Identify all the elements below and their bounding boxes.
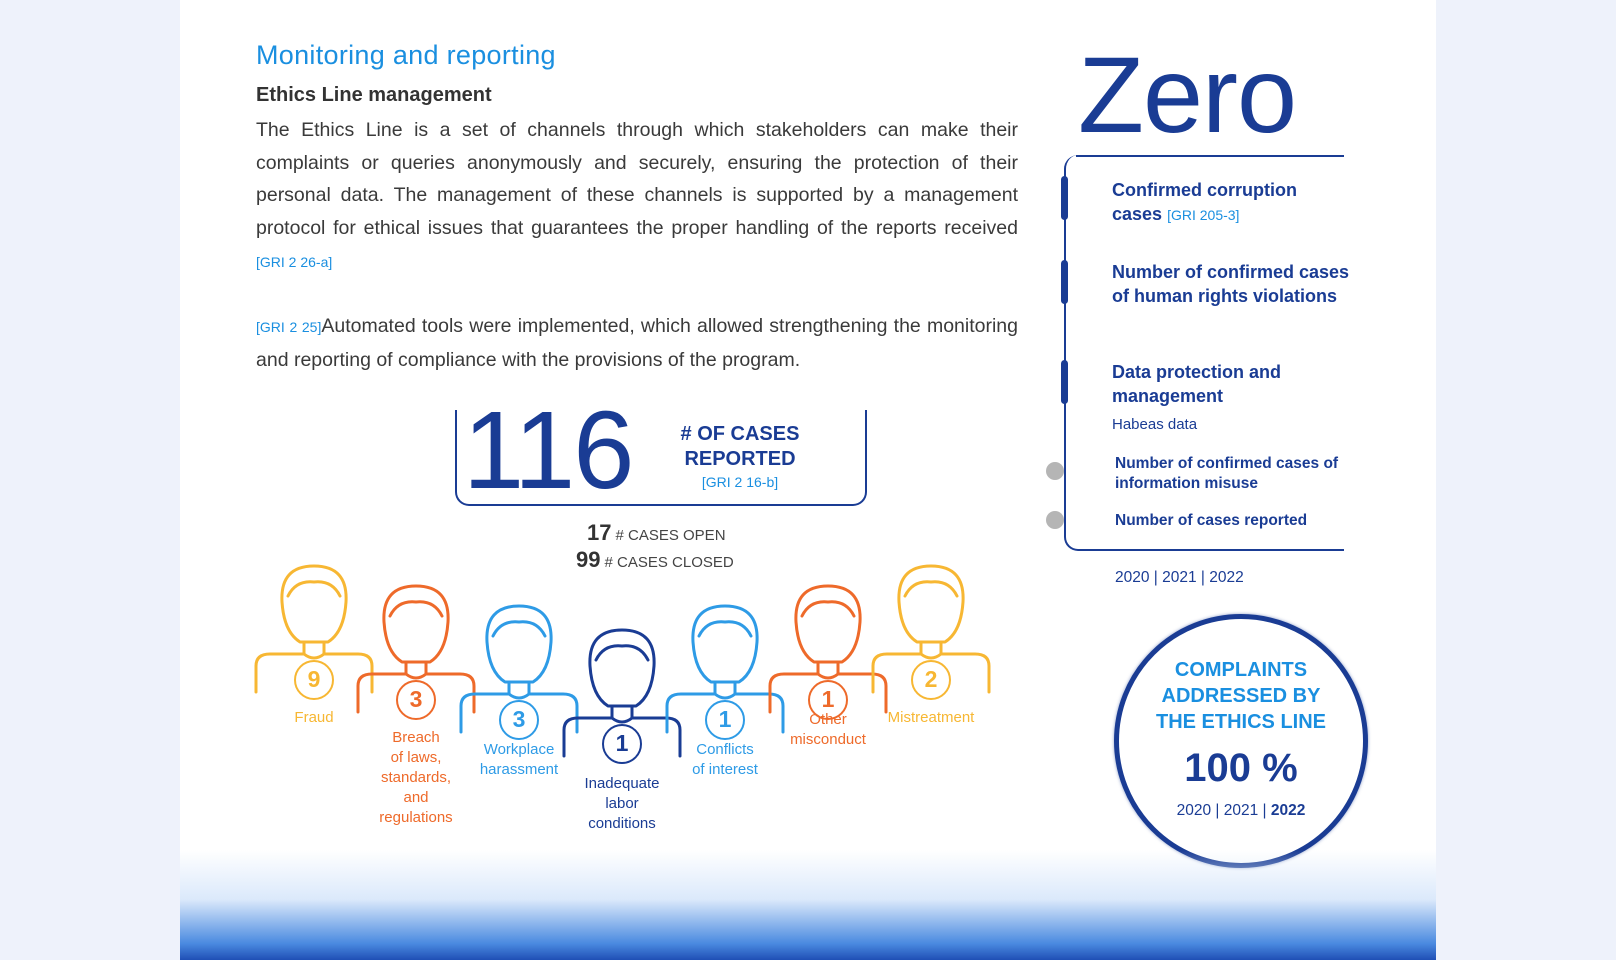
metric-marker (1061, 360, 1068, 404)
complaints-value: 100 % (1184, 746, 1298, 790)
cases-open-value: 17 (587, 520, 612, 545)
cases-closed-value: 99 (576, 547, 601, 572)
category-count: 1 (602, 724, 642, 764)
sub-item-cases-reported: Number of cases reported (1115, 512, 1308, 529)
section-heading: Monitoring and reporting (256, 40, 556, 70)
total-cases-number: 116 (463, 389, 633, 512)
metric-human-rights: Number of confirmed cases of human rights violations (1112, 262, 1350, 306)
complaints-title: COMPLAINTS ADDRESSED BY THE ETHICS LINE (1155, 659, 1326, 733)
category-label: Breach of laws, standards, and regulations (379, 729, 453, 826)
habeas-data-label: Habeas data (1112, 416, 1198, 433)
cases-reported-label (660, 422, 820, 490)
bullet-dot (1046, 462, 1064, 480)
category-count: 1 (808, 680, 848, 720)
metric-label: Confirmed corruption cases (1112, 180, 1297, 224)
metric-marker (1061, 176, 1068, 220)
automated-tools-paragraph (256, 310, 1018, 376)
gri-reference: [GRI 2 25] (256, 319, 322, 335)
paragraph-text: The Ethics Line is a set of channels through which stakeholders can make their complaints or queries anonymously and securely, ensuring the protection of their personal data. The management of these channels is supported by a management protocol for ethical issues that guarantees the proper handling of the reports received (256, 119, 1018, 240)
cases-open (587, 520, 726, 546)
cases-label-text: # OF CASES REPORTED (680, 423, 800, 470)
metric-marker (1061, 260, 1068, 304)
metric-data-protection: Data protection and management (1112, 362, 1282, 406)
sub-heading: Ethics Line management (256, 84, 492, 106)
category-count: 3 (396, 680, 436, 720)
paragraph-text: Automated tools were implemented, which allowed strengthening the monitoring and reporting of compliance with the provisions of the program. (256, 315, 1018, 371)
report-page (180, 0, 1436, 960)
bottom-gradient-band (180, 850, 1436, 960)
category-count: 3 (499, 700, 539, 740)
gri-reference: [GRI 2 26-a] (256, 253, 333, 270)
category-label: Workplace harassment (479, 741, 559, 778)
category-label: Other misconduct (790, 711, 866, 748)
category-count: 9 (294, 660, 334, 700)
category-count: 2 (911, 660, 951, 700)
category-label: Inadequate labor conditions (584, 775, 660, 832)
cases-closed-label: # CASES CLOSED (604, 554, 734, 571)
gri-reference: [GRI 2 16-b] (701, 474, 779, 490)
bullet-dot (1046, 511, 1064, 529)
category-label: Conflicts of interest (692, 741, 758, 778)
year-selected: 2022 (1270, 802, 1306, 819)
years-label: 2020 | 2021 | 2022 (1115, 569, 1244, 586)
zero-title: Zero (1078, 34, 1297, 155)
category-label: Mistreatment (887, 709, 975, 726)
years-prefix: 2020 | 2021 | (1176, 802, 1271, 819)
cases-open-label: # CASES OPEN (615, 527, 726, 544)
sub-item-information-misuse: Number of confirmed cases of information misuse (1115, 455, 1339, 492)
category-label: Fraud (294, 709, 334, 726)
cases-closed (576, 547, 734, 573)
metric-corruption (1112, 178, 1352, 227)
gri-reference: [GRI 205-3] (1167, 207, 1240, 223)
complaints-circle (1114, 614, 1368, 868)
category-count: 1 (705, 700, 745, 740)
ethics-line-paragraph (256, 114, 1018, 279)
complaints-years (1114, 802, 1368, 820)
